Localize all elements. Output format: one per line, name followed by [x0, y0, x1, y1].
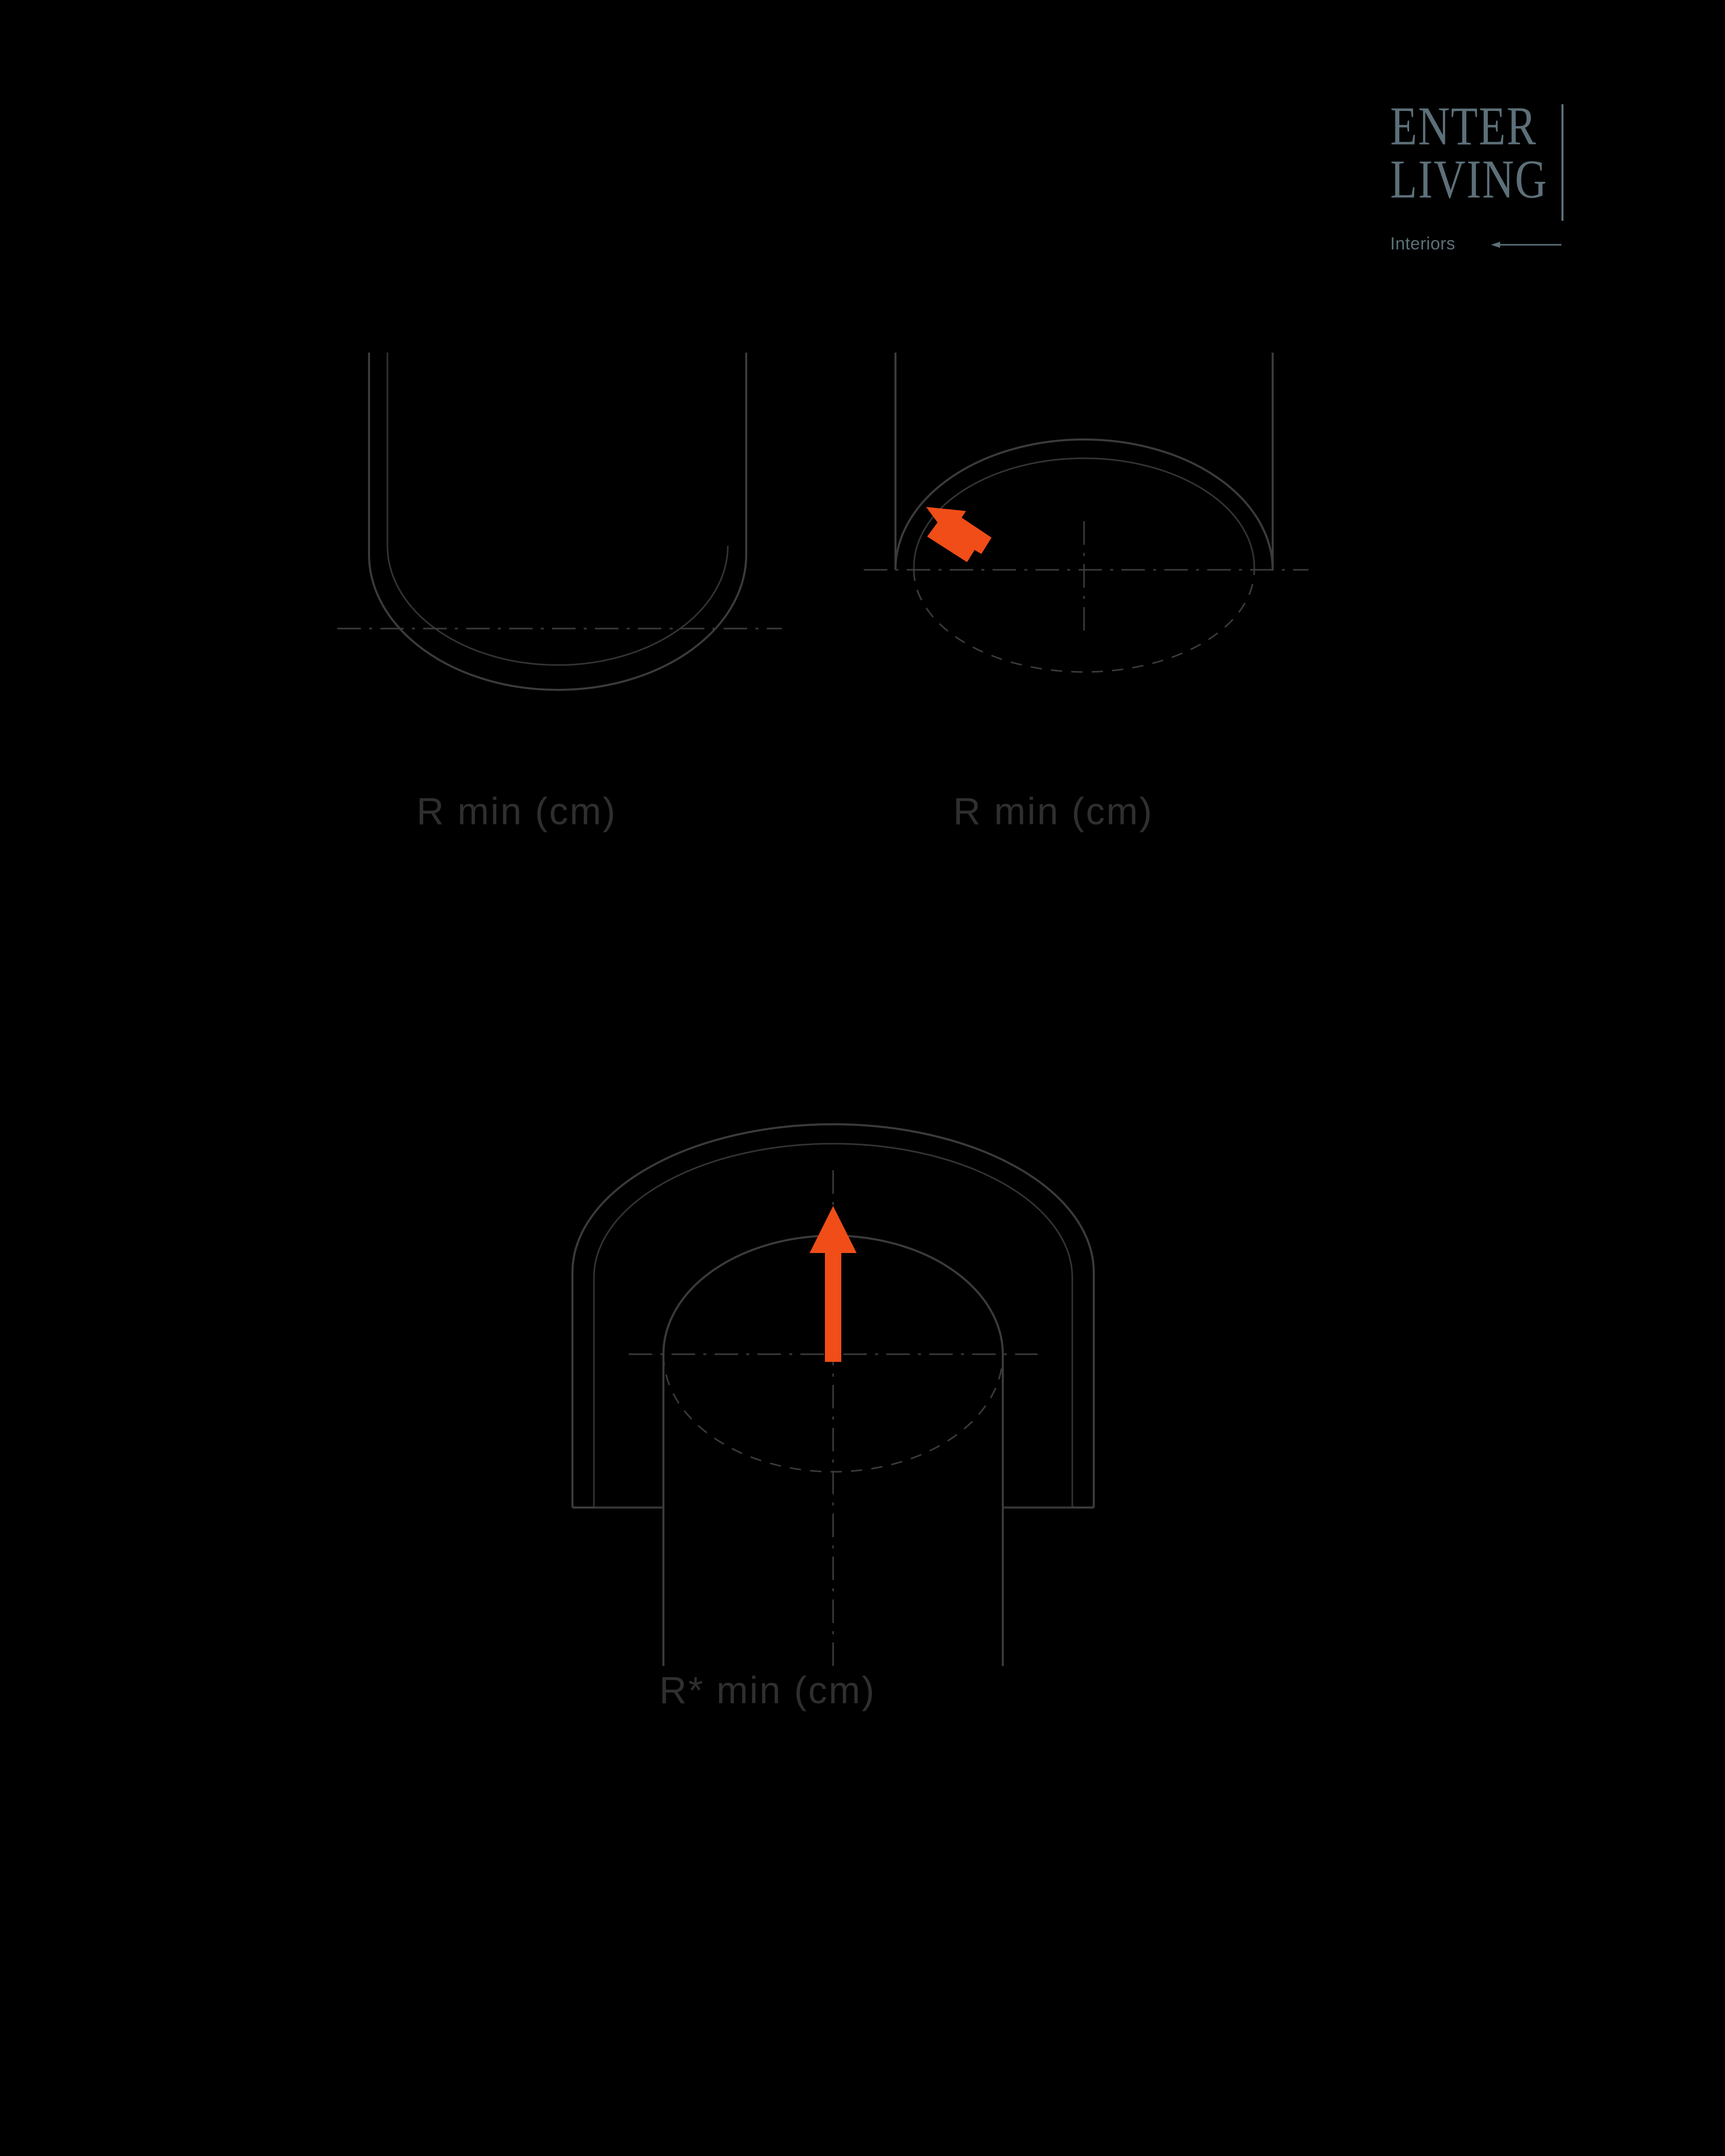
annotation-arrow-front-view — [810, 1206, 857, 1362]
logo-arrow-icon — [1490, 241, 1561, 248]
logo-subtitle: Interiors — [1390, 234, 1456, 253]
bend-side-view-drawing — [358, 353, 818, 726]
figure-bend-front-view — [572, 1124, 1145, 1711]
caption-bend-side-view: R min (cm) — [417, 790, 617, 832]
logo-text-enter: ENTER — [1390, 95, 1537, 157]
caption-bend-top-view: R min (cm) — [953, 790, 1154, 832]
caption-bend-front-view: R* min (cm) — [659, 1669, 876, 1711]
bend-front-view-drawing — [572, 1124, 1145, 1666]
logo-text-living: LIVING — [1390, 148, 1548, 210]
bend-top-view-drawing — [884, 353, 1344, 726]
figure-bend-top-view — [884, 353, 1344, 832]
logo — [1390, 95, 1574, 266]
figure-bend-side-view — [358, 353, 818, 832]
annotation-arrow-top-view — [926, 507, 992, 562]
logo-divider — [1561, 104, 1563, 221]
